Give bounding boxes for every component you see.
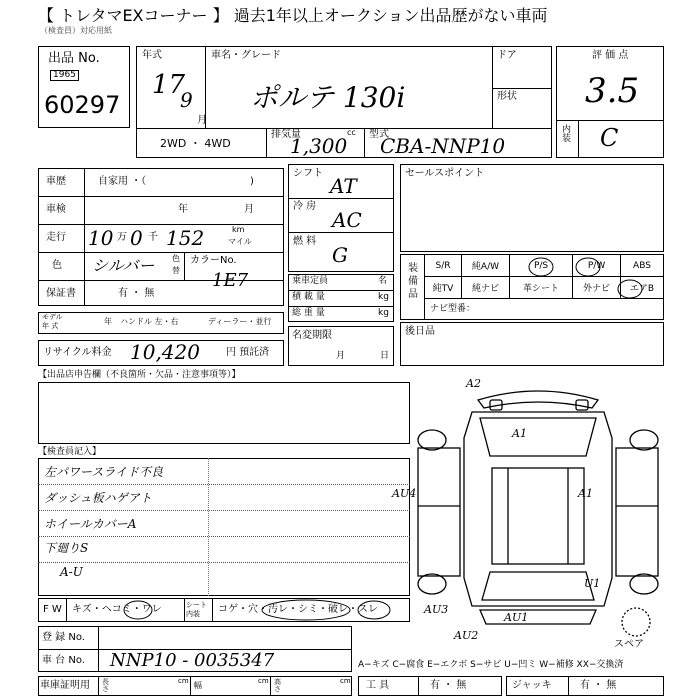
- equip-tv: 純TV: [425, 277, 462, 299]
- score-label: 評 価 点: [592, 50, 629, 61]
- shift-value: AT: [330, 174, 357, 198]
- inspector-note-2: ダッシュ板ハゲアト: [44, 491, 152, 505]
- model-value: CBA-NNP10: [380, 134, 506, 158]
- after-box: [400, 322, 664, 366]
- length-unit: cm: [178, 677, 189, 685]
- load-unit: kg: [378, 292, 389, 302]
- equip-pw: P/W: [573, 255, 621, 277]
- color-value: シルバー: [92, 256, 155, 275]
- damage-legend: A−キズ C−腐食 E−エクボ S−サビ U−凹ミ W−補修 XX−交換済: [358, 660, 624, 670]
- equipment-circles: [520, 256, 664, 300]
- seat-label: シート 内装: [186, 601, 207, 618]
- disp-value: 1,300: [290, 134, 348, 158]
- mark-au1: AU1: [504, 611, 529, 624]
- dealer-label: ディーラー・並行: [208, 317, 272, 326]
- disp-unit: cc: [347, 128, 356, 137]
- drive-label: 2WD ・ 4WD: [160, 137, 231, 150]
- shaken-label: 車検: [46, 204, 66, 215]
- chassis-label: 車 台 No.: [42, 655, 85, 666]
- lot-number: 60297: [44, 91, 121, 119]
- model-year-nen: 年: [104, 317, 112, 326]
- color-no-value: 1E7: [212, 270, 249, 291]
- mileage-sen-unit: 千: [148, 232, 158, 243]
- equipment-label: 装備品: [408, 263, 418, 300]
- shape-label: 形状: [497, 91, 517, 102]
- km-unit: km: [232, 225, 245, 234]
- length-label: 長さ: [102, 678, 109, 693]
- reg-label: 登 録 No.: [42, 632, 85, 643]
- jack-value: 有 ・ 無: [580, 680, 617, 691]
- equip-navi: 純ナビ: [461, 277, 509, 299]
- shaken-year-unit: 年: [178, 204, 188, 215]
- mile-unit: マイル: [228, 237, 252, 246]
- declaration-box: [38, 382, 410, 444]
- shaken-month-unit: 月: [244, 204, 254, 215]
- change-month: 月: [336, 351, 346, 361]
- tools-value: 有 ・ 無: [430, 680, 467, 691]
- inspector-note-4: 下廻りS: [44, 541, 89, 555]
- color-sub1: 色: [172, 254, 180, 263]
- subnote: （検査員）対応用紙: [40, 26, 112, 35]
- mileage-rest-value: 152: [166, 226, 205, 250]
- mileage-label: 走行: [46, 232, 66, 243]
- width-unit: cm: [258, 677, 269, 685]
- mark-au4: AU4: [392, 487, 417, 500]
- model-label: 型式: [369, 129, 389, 140]
- ac-label: 冷 房: [293, 201, 317, 212]
- year-label: 年式: [142, 50, 162, 61]
- recycle-value: 10,420: [130, 340, 200, 364]
- reki-label: 車歴: [46, 176, 66, 187]
- color-sub2: 替: [172, 266, 180, 275]
- height-label: 高さ: [274, 678, 281, 693]
- fw-label: F W: [43, 604, 62, 615]
- reki-close: ): [250, 176, 254, 187]
- declaration-label: 【出品店申告欄（不良箇所・欠品・注意事項等）】: [38, 370, 241, 380]
- tools-label: 工 具: [366, 680, 390, 691]
- change-label: 名変期限: [292, 330, 332, 341]
- mark-a2: A2: [466, 377, 481, 390]
- mileage-man-value: 10: [88, 226, 114, 250]
- model-year-label2: 年 式: [42, 322, 59, 330]
- mark-a1-side: A1: [578, 487, 593, 500]
- fw-circles: [120, 598, 410, 622]
- width-label: 幅: [194, 681, 202, 690]
- mark-u1: U1: [584, 577, 601, 590]
- capacity-unit: 名: [378, 276, 388, 286]
- after-label: 後日品: [405, 326, 435, 337]
- weight-label: 総 重 量: [292, 308, 325, 318]
- equip-sr: S/R: [425, 255, 462, 277]
- month-unit: 月: [197, 115, 207, 126]
- year-value: 17: [152, 70, 186, 100]
- sales-point-label: セールスポイント: [405, 168, 485, 179]
- spare-label: スペア: [614, 639, 644, 650]
- interior-value: C: [600, 124, 619, 152]
- recycle-unit: 円 預託済: [226, 347, 270, 358]
- equip-leather: 革シート: [509, 277, 572, 299]
- capacity-label: 乗車定員: [292, 276, 329, 286]
- chassis-value: NNP10 - 0035347: [110, 650, 275, 671]
- warranty-value: 有 ・ 無: [118, 288, 155, 299]
- model-year-label1: モデル: [42, 313, 63, 321]
- fuel-label: 燃 料: [293, 236, 317, 247]
- interior-label: 内装: [562, 125, 572, 144]
- jack-label: ジャッキ: [512, 680, 552, 691]
- fuel-value: G: [332, 243, 348, 267]
- color-label: 色: [52, 260, 62, 271]
- handle-label: ハンドル 左・右: [120, 317, 179, 326]
- change-day: 日: [380, 351, 390, 361]
- disp-label: 排気量: [271, 129, 301, 140]
- equip-ps: P/S: [509, 255, 572, 277]
- lot-small: 1965: [50, 70, 79, 81]
- inspector-note-1: 左パワースライド不良: [44, 465, 164, 479]
- mark-au2: AU2: [454, 629, 479, 642]
- inspector-label: 【検査員記入】: [38, 447, 102, 457]
- load-label: 積 載 量: [292, 292, 325, 302]
- vehicle-name: ポルテ 130i: [250, 81, 406, 114]
- recycle-label: リサイクル料金: [43, 347, 112, 358]
- cert-label: 車庫証明用: [40, 680, 90, 691]
- page-title: 【 トレタマEXコーナー 】 過去1年以上オークション出品歴がない車両: [38, 6, 548, 25]
- mileage-sen-value: 0: [130, 226, 143, 250]
- equip-aw: 純A/W: [461, 255, 509, 277]
- height-unit: cm: [340, 677, 351, 685]
- fw-items2: コゲ・穴・汚レ・シミ・破レ・スレ: [218, 604, 378, 615]
- inspector-note-5: A-U: [60, 565, 83, 579]
- mileage-man-unit: 万: [117, 232, 127, 243]
- inspector-note-3: ホイールカバーA: [44, 517, 137, 531]
- month-value: 9: [180, 88, 193, 112]
- navi-model-label: ナビ型番：: [430, 304, 476, 314]
- mark-au3: AU3: [424, 603, 449, 616]
- equip-ext-navi: 外ナビ: [573, 277, 621, 299]
- color-no-label: カラーNo.: [190, 255, 237, 266]
- warranty-label: 保証書: [46, 288, 76, 299]
- lot-label: 出品 No.: [48, 51, 100, 66]
- car-diagram: [408, 378, 672, 640]
- door-label: ドア: [497, 50, 517, 61]
- weight-unit: kg: [378, 308, 389, 318]
- equip-abs: ABS: [620, 255, 663, 277]
- name-label: 車名・グレード: [211, 50, 281, 61]
- reki-value: 自家用 ・（: [98, 176, 147, 187]
- score-value: 3.5: [585, 71, 640, 111]
- mark-a1-front: A1: [512, 427, 527, 440]
- shift-label: シフト: [293, 168, 323, 179]
- equip-airbag: エアB: [620, 277, 663, 299]
- ac-value: AC: [332, 208, 362, 232]
- fw-items: キズ・ヘコミ・ワレ: [72, 604, 162, 615]
